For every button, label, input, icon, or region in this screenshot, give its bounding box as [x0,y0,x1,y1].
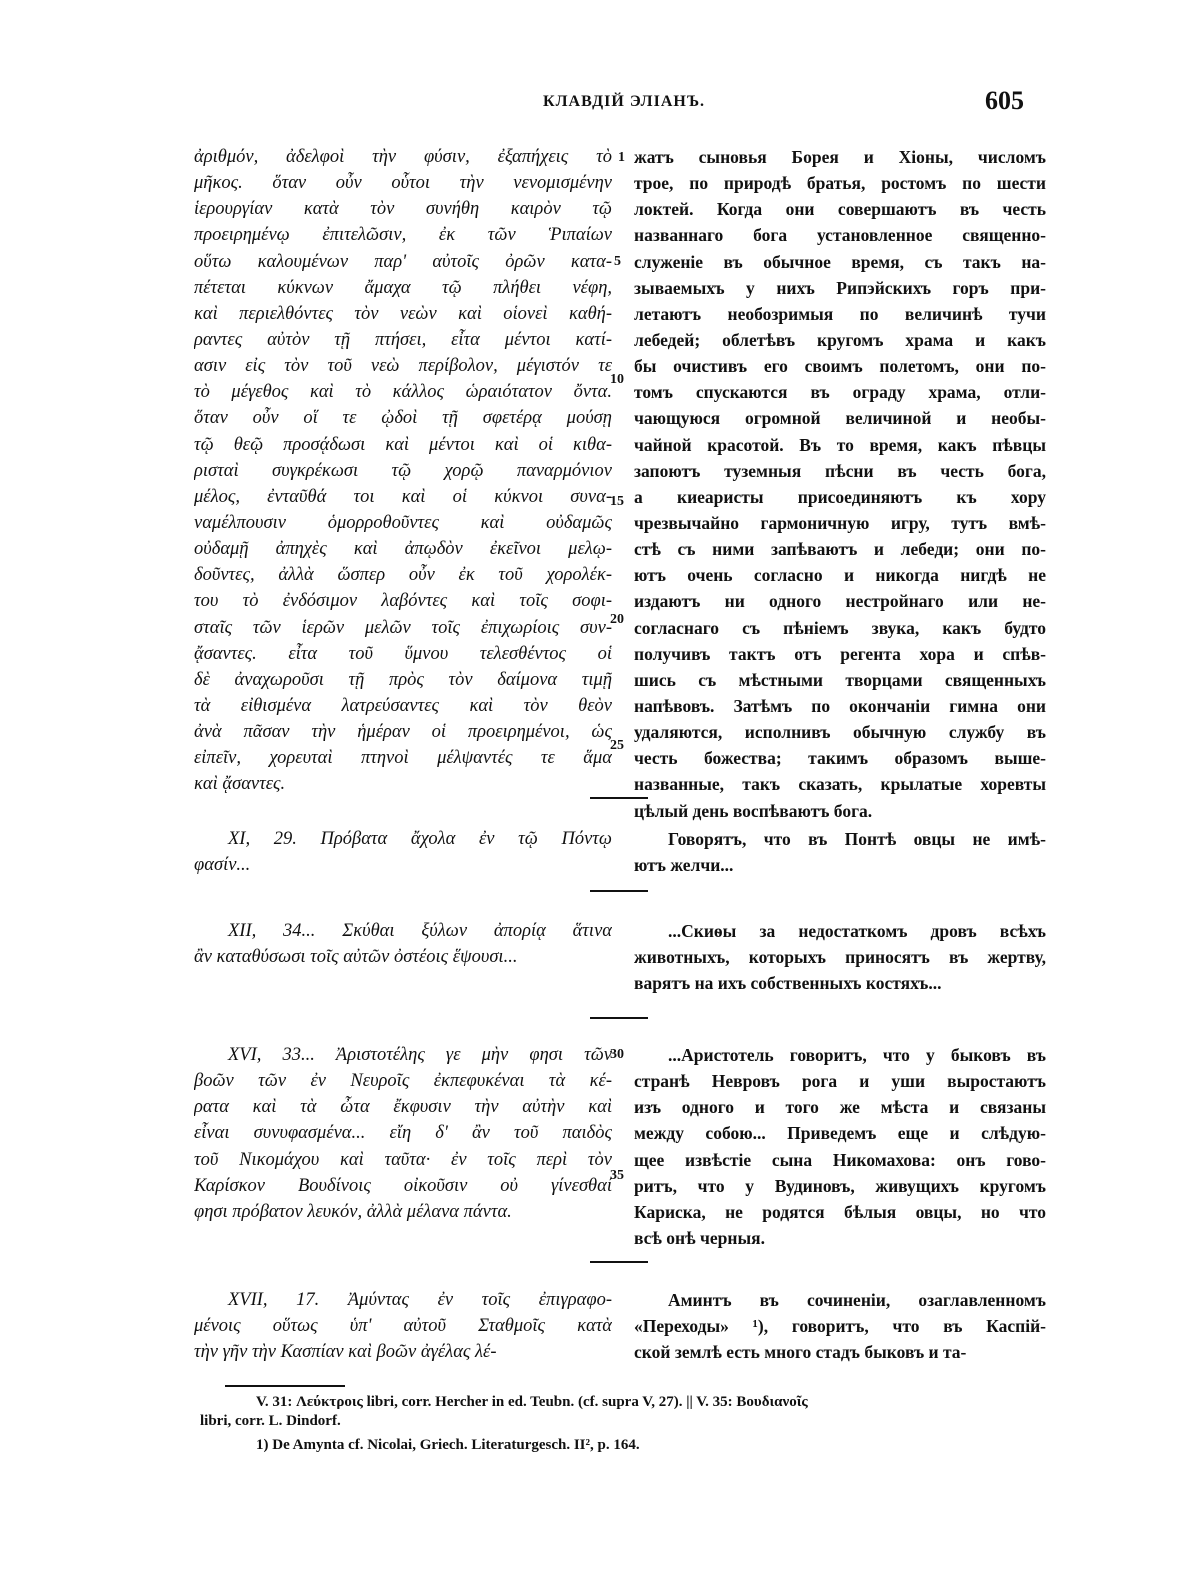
text-line: названнаго бога установленное священно- [634,225,1046,246]
text-line: σταῖς τῶν ἱερῶν μελῶν τοῖς ἐπιχωρίοις συν- [194,617,612,638]
russian-column-block1 [634,144,1046,824]
text-line: «Переходы» ¹), говоритъ, что въ Каспій- [634,1316,1046,1337]
text-line: чайной красотой. Въ то время, какъ пѣвцы [634,434,1046,455]
text-line: XVI, 33... Ἀριστοτέλης γε μὴν φησι τῶν [228,1045,612,1065]
text-line: ᾄσαντες. εἶτα τοῦ ὕμνου τελεσθέντος οἱ [194,643,612,664]
text-line: всѣ онѣ черныя. [634,1227,765,1248]
text-line: ασιν εἰς τὸν τοῦ νεὼ περίβολον, μέγιστόν τε [194,356,612,377]
section-rule [590,890,648,892]
text-line: του τὸ ἐνδόσιμον λαβόντες καὶ τοῖς σοφι- [194,591,612,612]
text-line: οὐδαμῇ ἀπηχὲς καὶ ἀπῳδὸν ἐκεῖνοι μελῳ- [194,539,612,560]
line-number: 10 [610,372,624,387]
text-line: летаютъ необозримыя по величинѣ тучи [634,303,1046,324]
text-line: чрезвычайно гармоничную игру, тутъ вмѣ- [634,512,1046,533]
text-line: Говорятъ, что въ Понтѣ овцы не имѣ- [668,829,1046,849]
text-line: ἀριθμόν, ἀδελφοὶ τὴν φύσιν, ἐξαπήχεις τὸ [194,147,612,167]
text-line: изъ одного и того же мѣста и связаны [634,1097,1046,1118]
line-number: 1 [618,150,625,165]
text-line: напѣвовъ. Затѣмъ по окончаніи гимна они [634,695,1046,716]
text-line: Аминтъ въ сочиненіи, озаглавленномъ [668,1290,1046,1310]
text-line: τῷ θεῷ προσᾴδωσι καὶ μέντοι καὶ οἱ κιθα- [194,434,612,455]
text-line: щее извѣстіе сына Никомахова: онъ гово- [634,1149,1046,1170]
text-line: шись съ мѣстными творцами священныхъ [634,669,1046,690]
text-line: ρατα καὶ τὰ ὦτα ἔκφυσιν τὴν αὐτὴν καὶ [194,1097,612,1118]
greek-column-block1 [194,144,612,798]
text-line: καὶ περιελθόντες τὸν νεὼν καὶ οἱονεὶ καθή- [194,303,612,324]
text-line: цѣлый день воспѣваютъ бога. [634,800,873,821]
text-line: ἱερουργίαν κατὰ τὸν συνήθη καιρὸν τῷ [194,199,612,220]
text-line: φησι πρόβατον λευκόν, ἀλλὰ μέλανα πάντα. [194,1201,512,1222]
text-line: ...Аристотель говоритъ, что у быковъ въ [668,1045,1046,1065]
text-line: Καρίσκον Βουδίνοις οἰκοῦσιν οὐ γίνεσθαί [194,1175,612,1196]
greek-column-block3 [194,918,612,970]
text-line: ἀνὰ πᾶσαν τὴν ἡμέραν οἱ προειρημένοι, ὡς [194,722,612,743]
text-line: προειρημένῳ ἐπιτελῶσιν, ἐκ τῶν Ῥιπαίων [194,225,612,246]
text-line: βοῶν τῶν ἐν Νευροῖς ἐκπεφυκέναι τὰ κέ- [194,1071,612,1092]
text-line: ютъ желчи... [634,855,734,876]
text-line: служеніе въ обычное время, съ такъ на- [634,251,1046,272]
text-line: стѣ съ ними запѣваютъ и лебеди; они по- [634,539,1046,560]
text-line: удаляются, исполнивъ обычную службу въ [634,722,1046,743]
text-line: μένοις οὕτως ὑπ' αὐτοῦ Σταθμοῖς κατὰ [194,1316,612,1337]
text-line: томъ спускаются въ ограду храма, отли- [634,382,1046,403]
text-line: лебедей; облетѣвъ кругомъ храма и какъ [634,329,1046,350]
text-line: ραντες αὐτὸν τῇ πτήσει, εἶτα μέντοι κατί- [194,329,612,350]
text-line: XI, 29. Πρόβατα ἄχολα ἐν τῷ Πόντῳ [228,829,612,849]
text-line: XVII, 17. Ἀμύντας ἐν τοῖς ἐπιγραφο- [228,1290,612,1310]
text-line: Кариска, не родятся бѣлыя овцы, но что [634,1201,1046,1222]
text-line: εἰπεῖν, χορευταὶ πτηνοὶ μέλψαντές τε ἅμα [194,748,612,769]
text-line: жатъ сыновья Борея и Хіоны, числомъ [634,147,1046,167]
running-header-title: КЛАВДІЙ ЭЛІАНЪ. [543,93,706,110]
text-line: названные, такъ сказать, крылатые хоревты [634,774,1046,795]
line-number: 5 [614,254,621,269]
text-line: ютъ очень согласно и никогда нигдѣ не [634,565,1046,586]
text-line: согласнаго съ пѣніемъ звука, какъ будто [634,617,1046,638]
greek-column-block4 [194,1042,612,1225]
section-rule [590,1261,648,1263]
text-line: ритъ, что у Вудиновъ, живущихъ кругомъ [634,1175,1046,1196]
section-rule [590,797,648,799]
greek-column-block2 [194,826,612,878]
text-line: ἂν καταθύσωσι τοῖς αὐτῶν ὀστέοις ἕψουσι... [194,947,518,968]
text-line: καὶ ᾄσαντες. [194,774,286,795]
russian-column-block5 [634,1287,1046,1365]
text-line: τὰ εἰθισμένα λατρεύσαντες καὶ τὸν θεὸν [194,695,612,716]
text-line: запоютъ туземныя пѣсни въ честь бога, [634,460,1046,481]
russian-column-block3 [634,918,1046,996]
text-line: μῆκος. ὅταν οὖν οὗτοι τὴν νενομισμένην [194,173,612,194]
text-line: честь божества; такимъ образомъ выше- [634,748,1046,769]
line-number: 30 [610,1047,624,1062]
greek-column-block5 [194,1287,612,1365]
text-line: странѣ Невровъ рога и уши выростаютъ [634,1071,1046,1092]
text-line: издаютъ ни одного нестройнаго или не- [634,591,1046,612]
text-line: φασίν... [194,855,251,876]
text-line: μέλος, ἐνταῦθά τοι καὶ οἱ κύκνοι συνα- [194,486,612,507]
russian-column-block4 [634,1042,1046,1251]
text-line: чающуюся огромной величиной и необы- [634,408,1046,429]
text-line: δὲ ἀναχωροῦσι τῇ πρὸς τὸν δαίμονα τιμῇ [194,669,612,690]
text-line: локтей. Когда они совершаютъ въ честь [634,199,1046,220]
text-line: получивъ тактъ отъ регента хора и спѣв- [634,643,1046,664]
apparatus-note: V. 31: Λεύκτροις libri, corr. Hercher in ed. Teubn. (cf. supra V, 27). || V. 35: Βουδιανοῖς [256,1394,808,1410]
text-line: ской землѣ есть много стадъ быковъ и та- [634,1342,967,1363]
section-rule [590,1017,648,1019]
text-line: ὅταν οὖν οἵ τε ᾠδοὶ τῇ σφετέρᾳ μούσῃ [194,408,612,429]
text-line: πέτεται κύκνων ἄμαχα τῷ πλήθει νέφη, [194,277,612,298]
line-number: 20 [610,612,624,627]
text-line: а киеаристы присоединяютъ къ хору [634,486,1046,507]
text-line: τὸ μέγεθος καὶ τὸ κάλλος ὡραιότατον ὄντα. [194,382,612,403]
footnote-1: 1) De Amynta cf. Nicolai, Griech. Literaturgesch. II², p. 164. [256,1437,640,1453]
text-line: ρισταὶ συγκρέκωσι τῷ χορῷ παναρμόνιον [194,460,612,481]
text-line: между собою... Приведемъ еще и слѣдую- [634,1123,1046,1144]
text-line: δοῦντες, ἀλλὰ ὥσπερ οὖν ἐκ τοῦ χορολέκ- [194,565,612,586]
text-line: τοῦ Νικομάχου καὶ ταῦτα· ἐν τοῖς περὶ τὸν [194,1149,612,1170]
footnote-rule [225,1385,345,1387]
line-number: 35 [610,1168,624,1183]
text-line: животныхъ, которыхъ приносятъ въ жертву, [634,947,1046,968]
text-line: бы очистивъ его своимъ полетомъ, они по- [634,356,1046,377]
text-line: οὕτω καλουμένων παρ' αὐτοῖς ὀρῶν κατα- [194,251,612,272]
text-line: трое, по природѣ братья, ростомъ по шести [634,173,1046,194]
text-line: ναμέλπουσιν ὁμορροθοῦντες καὶ οὐδαμῶς [194,512,612,533]
page-number: 605 [985,86,1024,115]
line-number: 25 [610,738,624,753]
apparatus-note-continued: libri, corr. L. Dindorf. [200,1413,341,1429]
russian-column-block2 [634,826,1046,878]
text-line: XII, 34... Σκύθαι ξύλων ἀπορίᾳ ἅτινα [228,921,612,941]
text-line: εἶναι συνυφασμένα... εἴη δ' ἂν τοῦ παιδὸς [194,1123,612,1144]
text-line: зываемыхъ у нихъ Рипэйскихъ горъ при- [634,277,1046,298]
text-line: варятъ на ихъ собственныхъ костяхъ... [634,973,942,994]
text-line: τὴν γῆν τὴν Κασπίαν καὶ βοῶν ἀγέλας λέ- [194,1342,497,1363]
text-line: ...Скиѳы за недостаткомъ дровъ всѣхъ [668,921,1046,941]
line-number: 15 [610,494,624,509]
